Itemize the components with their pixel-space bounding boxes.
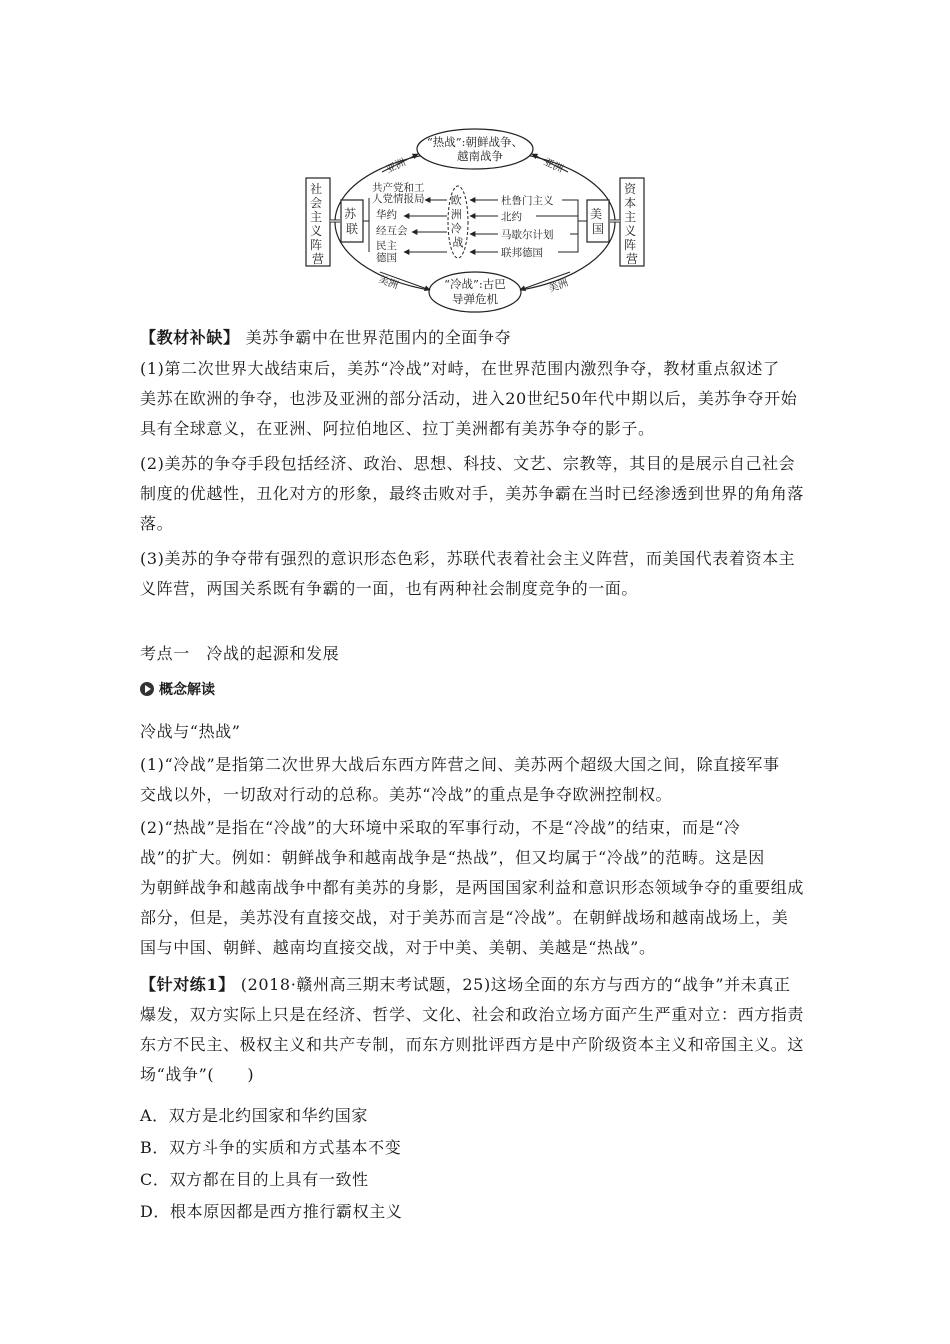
- cold-war-line1: “冷战”:古巴: [444, 277, 506, 291]
- ussr-label: 苏 联: [344, 207, 359, 236]
- text-line: (1)第二次世界大战结束后，美苏“冷战”对峙，在世界范围内激烈争夺，教材重点叙述了: [140, 359, 780, 378]
- america-left-label: 美洲: [376, 274, 400, 292]
- soviet-item-4b: 德国: [376, 252, 397, 264]
- usa-bracket-top: [562, 200, 587, 221]
- cold-war-diagram: [300, 120, 650, 320]
- text-line: 东方不民主、极权主义和共产专制，而东方则批评西方是中产阶级资本主义和帝国主义。这: [140, 1035, 805, 1054]
- capitalist-camp-label: 资 本 主 义 阵 营: [624, 182, 639, 266]
- text-line: 美苏在欧洲的争夺，也涉及亚洲的部分活动，进入20世纪50年代中期以后，美苏争夺开始: [140, 389, 798, 408]
- option-a[interactable]: A．双方是北约国家和华约国家: [140, 1106, 368, 1125]
- supplement-label: 【教材补缺】: [140, 328, 240, 347]
- exercise-label: 【针对练1】: [140, 975, 235, 994]
- text-line: 义阵营，两国关系既有争霸的一面，也有两种社会制度竞争的一面。: [140, 579, 639, 598]
- text-line: (2)美苏的争夺手段包括经济、政治、思想、科技、文艺、宗教等，其目的是展示自己社会: [140, 454, 796, 473]
- soviet-item-1b: 人党情报局: [372, 193, 425, 205]
- play-circle-icon: [140, 682, 154, 696]
- concept-label: 概念解读: [159, 682, 215, 698]
- asia-right-label: 亚洲: [541, 156, 565, 176]
- section-p2: [140, 813, 820, 963]
- text-line: 场“战争”( ): [140, 1065, 255, 1084]
- text-line: 国与中国、朝鲜、越南均直接交战，对于中美、美朝、美越是“热战”。: [140, 938, 656, 957]
- section-subtitle: 冷战与“热战”: [140, 722, 241, 741]
- supplement-title: 美苏争霸中在世界范围内的全面争夺: [245, 328, 512, 347]
- europe-cold-war-label: 欧 洲 冷 战: [450, 194, 464, 249]
- diagram-svg: [300, 120, 650, 320]
- text-line: 落。: [140, 514, 174, 533]
- text-line: (2018·赣州高三期末考试题，25)这场全面的东方与西方的“战争”并未真正: [240, 975, 791, 994]
- section-p1: [140, 750, 820, 810]
- us-item-4: 联邦德国: [501, 247, 543, 259]
- option-b[interactable]: B．双方斗争的实质和方式基本不变: [140, 1138, 402, 1157]
- text-line: 制度的优越性，丑化对方的形象，最终击败对手，美苏争霸在当时已经渗透到世界的角角落: [140, 484, 805, 503]
- supplement-p1: [140, 354, 820, 444]
- soviet-item-1a: 共产党和工: [372, 182, 425, 194]
- soviet-item-2: 华约: [376, 209, 397, 221]
- asia-left-label: 亚洲: [384, 157, 408, 176]
- text-line: 交战以外，一切敌对行动的总称。美苏“冷战”的重点是争夺欧洲控制权。: [140, 785, 673, 804]
- section-title: 考点一 冷战的起源和发展: [140, 644, 340, 663]
- soviet-item-3: 经互会: [376, 225, 408, 237]
- option-c[interactable]: C．双方都在目的上具有一致性: [140, 1170, 369, 1189]
- exercise-first-line: [140, 970, 820, 1000]
- concept-heading: [140, 679, 215, 699]
- supplement-p3: [140, 544, 820, 604]
- text-line: 为朝鲜战争和越南战争中都有美苏的身影，是两国国家利益和意识形态领域争夺的重要组成: [140, 878, 805, 897]
- soviet-item-4a: 民主: [376, 240, 397, 252]
- text-line: (3)美苏的争夺带有强烈的意识形态色彩，苏联代表着社会主义阵营，而美国代表着资本主: [140, 549, 796, 568]
- us-item-3: 马歇尔计划: [501, 229, 554, 241]
- text-line: (2)“热战”是指在“冷战”的大环境中采取的军事行动，不是“冷战”的结束，而是“冷: [140, 818, 741, 837]
- usa-bracket-bottom: [558, 221, 578, 252]
- us-item-2: 北约: [501, 211, 522, 223]
- cold-war-line2: 导弹危机: [452, 292, 498, 306]
- hot-war-line2: 越南战争: [457, 149, 503, 163]
- text-line: 具有全球意义，在亚洲、阿拉伯地区、拉丁美洲都有美苏争夺的影子。: [140, 419, 655, 438]
- text-line: 战”的扩大。例如：朝鲜战争和越南战争是“热战”，但又均属于“冷战”的范畴。这是因: [140, 848, 765, 867]
- supplement-heading: [140, 323, 820, 353]
- us-item-1: 杜鲁门主义: [501, 195, 554, 207]
- text-line: (1)“冷战”是指第二次世界大战后东西方阵营之间、美苏两个超级大国之间，除直接军事: [140, 755, 780, 774]
- america-right-label: 美洲: [547, 277, 570, 295]
- usa-label: 美 国: [590, 207, 605, 236]
- supplement-p2: [140, 449, 820, 539]
- option-d[interactable]: D．根本原因都是西方推行霸权主义: [140, 1202, 403, 1221]
- hot-war-line1: “热战”:朝鲜战争、: [426, 135, 524, 149]
- text-line: 爆发，双方实际上只是在经济、哲学、文化、社会和政治立场方面产生严重对立：西方指责: [140, 1005, 805, 1024]
- text-line: 部分，但是，美苏没有直接交战，对于美苏而言是“冷战”。在朝鲜战场和越南战场上，美: [140, 908, 789, 927]
- socialist-camp-label: 社 会 主 义 阵 营: [310, 182, 325, 266]
- exercise-question: [140, 970, 820, 1090]
